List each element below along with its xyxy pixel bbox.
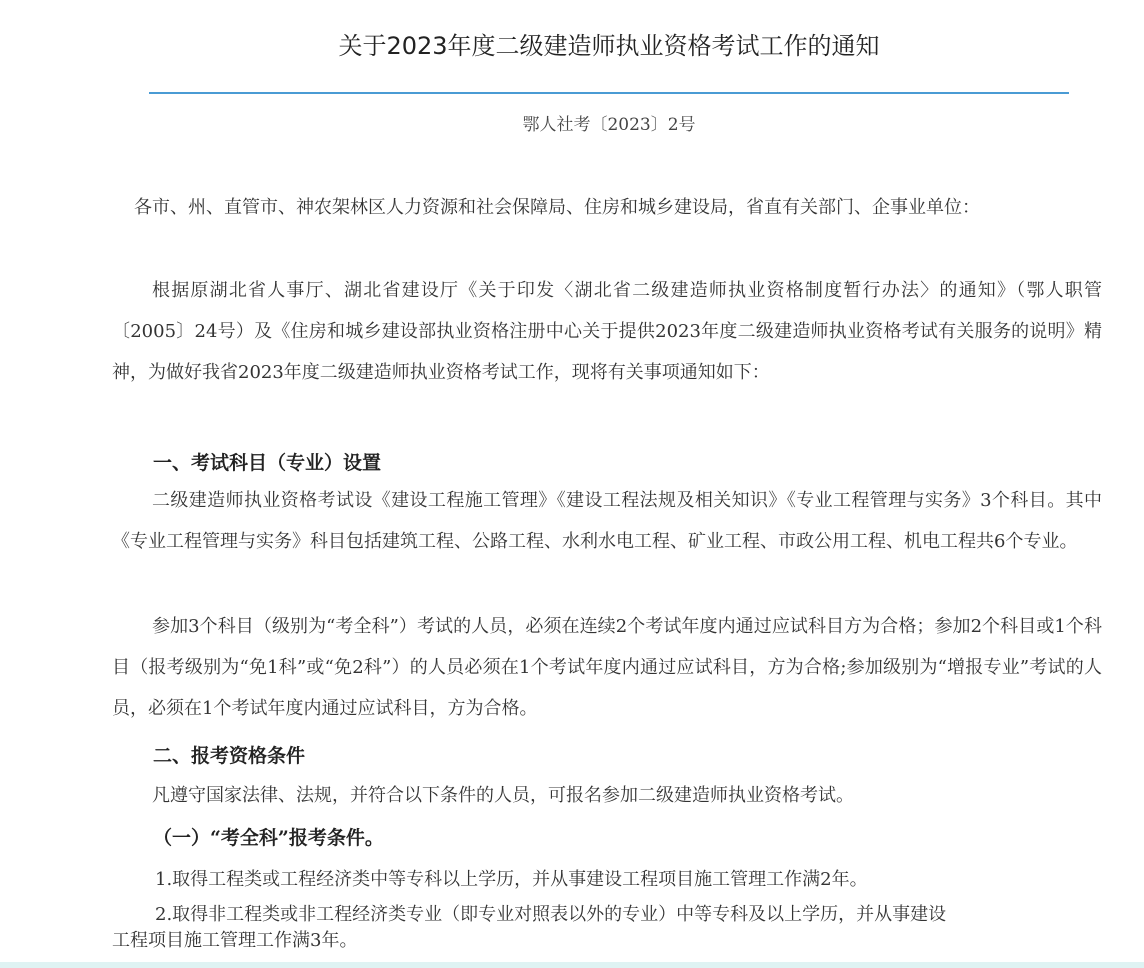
document-number: 鄂人社考〔2023〕2号 <box>522 115 696 135</box>
condition-item-2-line-1: 2.取得非工程类或非工程经济类专业（即专业对照表以外的专业）中等专科及以上学历，并从事建设 <box>155 904 947 925</box>
bottom-strip <box>0 962 1144 968</box>
subsection-heading-full-subjects: （一）“考全科”报考条件。 <box>153 827 384 849</box>
section-heading-subjects: 一、考试科目（专业）设置 <box>153 452 382 474</box>
intro-paragraph: 根据原湖北省人事厅、湖北省建设厅《关于印发〈湖北省二级建造师执业资格制度暂行办法〉的通知》（鄂人职管〔2005〕24号）及《住房和城乡建设部执业资格注册中心关于提供2023年度二级建造师执业资格考试有关服务的说明》精神，为做好我省2023年度二级建造师执业资格考试工作，现将有关事项通知如下： <box>112 280 1102 383</box>
condition-item-1: 1.取得工程类或工程经济类中等专科以上学历，并从事建设工程项目施工管理工作满2年。 <box>155 869 868 890</box>
salutation-paragraph: 各市、州、直管市、神农架林区人力资源和社会保障局、住房和城乡建设局，省直有关部门、企事业单位： <box>134 197 980 218</box>
condition-item-2-line-2: 工程项目施工管理工作满3年。 <box>112 930 358 951</box>
pass-rules-paragraph: 参加3个科目（级别为“考全科”）考试的人员，必须在连续2个考试年度内通过应试科目方为合格；参加2个科目或1个科目（报考级别为“免1科”或“免2科”）的人员必须在1个考试年度内通过应试科目，方为合格;参加级别为“增报专业”考试的人员，必须在1个考试年度内通过应试科目，方为合格。 <box>112 616 1102 719</box>
eligibility-intro-paragraph: 凡遵守国家法律、法规，并符合以下条件的人员，可报名参加二级建造师执业资格考试。 <box>152 785 854 806</box>
section-heading-eligibility: 二、报考资格条件 <box>153 745 306 767</box>
title-divider <box>149 92 1069 94</box>
subjects-paragraph: 二级建造师执业资格考试设《建设工程施工管理》《建设工程法规及相关知识》《专业工程管理与实务》3个科目。其中《专业工程管理与实务》科目包括建筑工程、公路工程、水利水电工程、矿业工程、市政公用工程、机电工程共6个专业。 <box>112 490 1102 552</box>
page-title: 关于2023年度二级建造师执业资格考试工作的通知 <box>338 32 880 60</box>
